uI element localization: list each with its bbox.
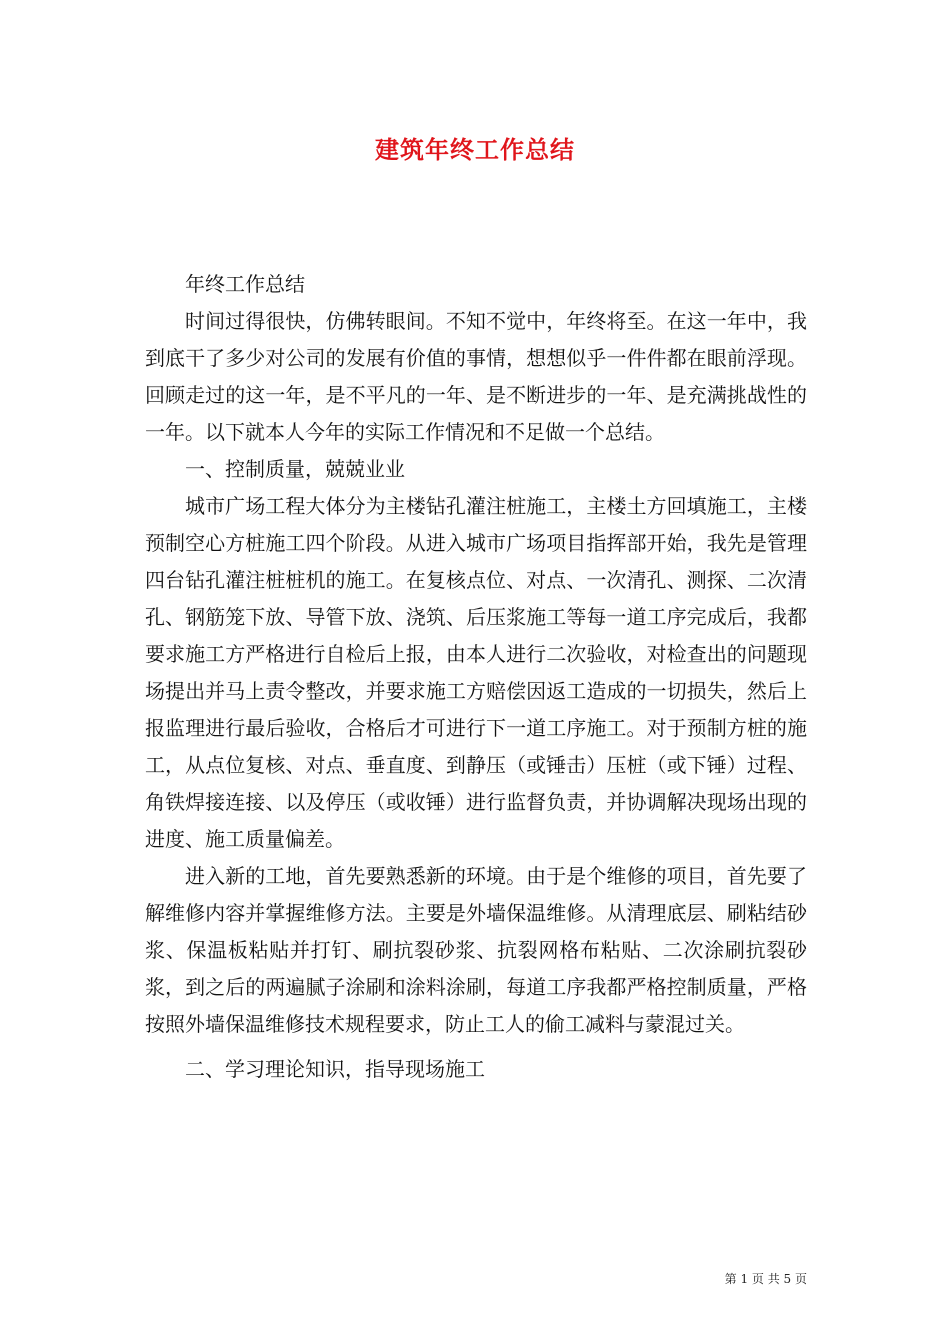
paragraph-section-1: 城市广场工程大体分为主楼钻孔灌注桩施工，主楼土方回填施工，主楼预制空心方桩施工四个阶段。从进入城市广场项目指挥部开始，我先是管理四台钻孔灌注桩桩机的施工。在复核点位、对点、一次清孔、测探、二次清孔、钢筋笼下放、导管下放、浇筑、后压浆施工等每一道工序完成后，我都要求施工方严格进行自检后上报，由本人进行二次验收，对检查出的问题现场提出并马上责令整改，并要求施工方赔偿因返工造成的一切损失，然后上报监理进行最后验收，合格后才可进行下一道工序施工。对于预制方桩的施工，从点位复核、对点、垂直度、到静压（或锤击）压桩（或下锤）过程、角铁焊接连接、以及停压（或收锤）进行监督负责，并协调解决现场出现的进度、施工质量偏差。 bbox=[145, 494, 807, 851]
section-heading-1: 一、控制质量，兢兢业业 bbox=[185, 457, 405, 481]
section-heading-2: 二、学习理论知识，指导现场施工 bbox=[185, 1057, 485, 1081]
paragraph-section-1b: 进入新的工地，首先要熟悉新的环境。由于是个维修的项目，首先要了解维修内容并掌握维修方法。主要是外墙保温维修。从清理底层、刷粘结砂浆、保温板粘贴并打钉、刷抗裂砂浆、抗裂网格布粘贴、二次涂刷抗裂砂浆，到之后的两遍腻子涂刷和涂料涂刷，每道工序我都严格控制质量，严格按照外墙保温维修技术规程要求，防止工人的偷工减料与蒙混过关。 bbox=[145, 864, 807, 1036]
document-body bbox=[145, 266, 807, 1088]
paragraph-subtitle: 年终工作总结 bbox=[185, 272, 305, 296]
page-number: 第 1 页 共 5 页 bbox=[724, 1272, 807, 1286]
document-title: 建筑年终工作总结 bbox=[375, 135, 575, 164]
paragraph-intro: 时间过得很快，仿佛转眼间。不知不觉中，年终将至。在这一年中，我到底干了多少对公司的发展有价值的事情，想想似乎一件件都在眼前浮现。回顾走过的这一年，是不平凡的一年、是不断进步的一年、是充满挑战性的一年。以下就本人今年的实际工作情况和不足做一个总结。 bbox=[145, 309, 807, 444]
